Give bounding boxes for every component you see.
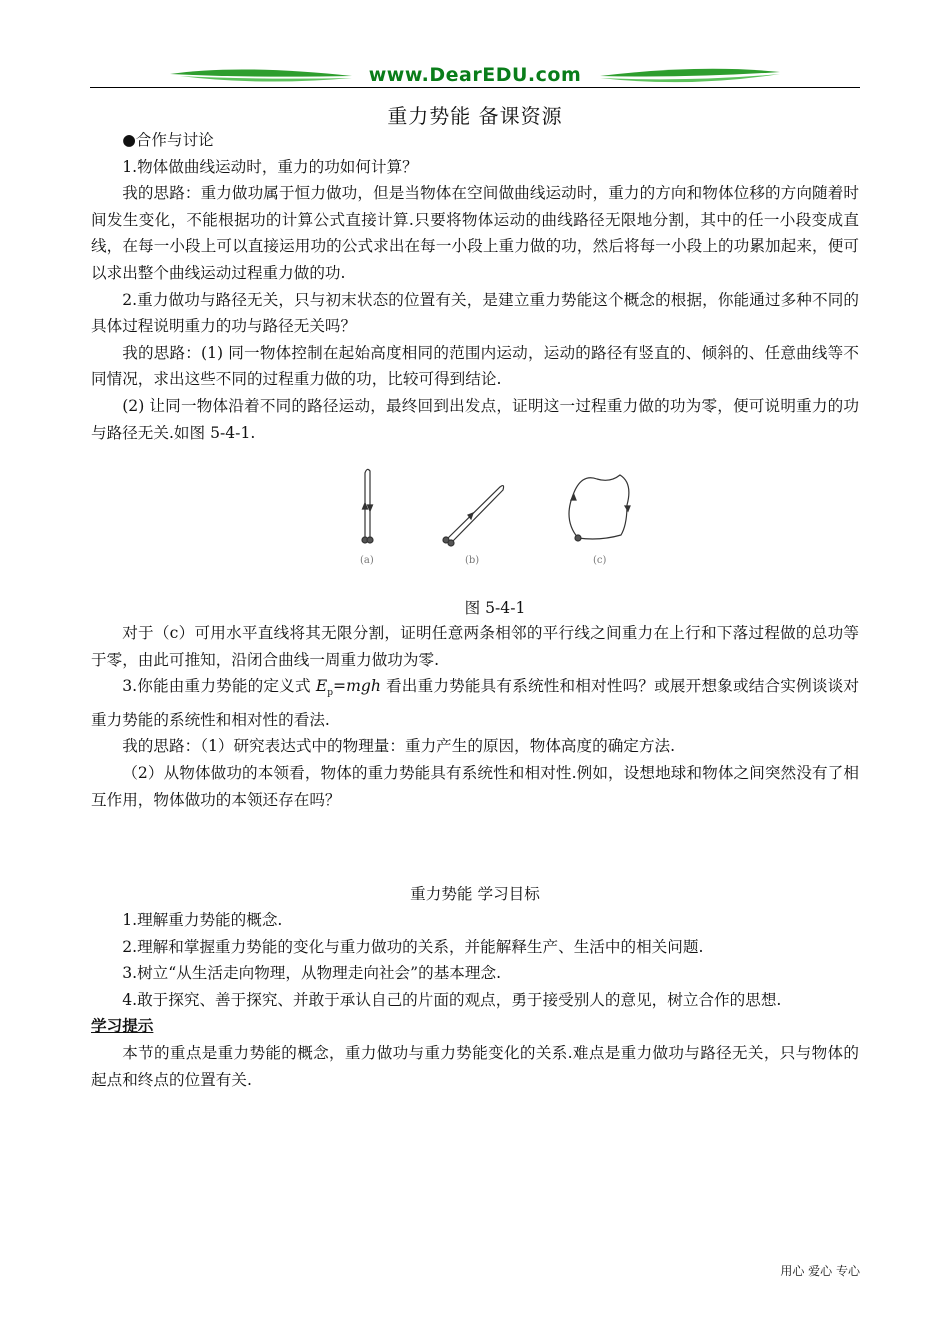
symbol-E: E [315,677,328,696]
answer-2-part3: 对于（c）可用水平直线将其无限分割，证明任意两条相邻的平行线之间重力在上行和下落过程做的总功等于零，由此可推知，沿闭合曲线一周重力做功为零. [91,624,859,669]
tip-heading: 学习提示 [91,1016,154,1036]
answer-2-part1: 我的思路：(1) 同一物体控制在起始高度相同的范围内运动，运动的路径有竖直的、倾斜的、任意曲线等不同情况，求出这些不同的过程重力做的功，比较可得到结论. [91,343,859,389]
figure-caption: 图 5-4-1 [464,599,526,617]
question-1: 1.物体做曲线运动时，重力的功如何计算？ [122,157,418,176]
tip-text: 本节的重点是重力势能的概念，重力做功与重力势能变化的关系.难点是重力做功与路径无关，只与物体的起点和终点的位置有关. [91,1043,859,1089]
answer-1: 我的思路：重力做功属于恒力做功，但是当物体在空间做曲线运动时，重力的方向和物体位移的方向随着时间发生变化，不能根据功的计算公式直接计算.只要将物体运动的曲线路径无限地分割，其中的任一小段变成直线，在每一小段上可以直接运用功的公式求出在每一小段上重力做的功，然后将每一小段上的功累加起来，便可以求出整个曲线运动过程重力做的功. [91,184,859,282]
figure-label-b: (b) [465,555,480,566]
symbol-mgh: mgh [346,677,381,696]
footer-slogan: 用心 爱心 专心 [780,1264,860,1278]
figure-path-c [569,475,630,541]
answer-3-part1: 我的思路：（1）研究表达式中的物理量：重力产生的原因，物体高度的确定方法. [122,737,676,756]
answer-2-part2: (2) 让同一物体沿着不同的路径运动，最终回到出发点，证明这一过程重力做的功为零，便可说明重力的功与路径无关.如图 5-4-1. [91,396,859,442]
symbol-subscript: p [327,688,334,699]
goal-1: 1.理解重力势能的概念. [122,911,283,929]
figure-label-a: (a) [360,555,374,566]
section2-title: 重力势能 学习目标 [410,885,540,903]
figure-path-a [362,469,373,543]
header-divider [90,87,860,88]
question-2: 2.重力做功与路径无关，只与初末状态的位置有关，是建立重力势能这个概念的根据，你能通过多种不同的具体过程说明重力的功与路径无关吗？ [91,290,859,336]
site-logo[interactable]: www.DearEDU.com [368,64,582,86]
figure-path-b [443,486,504,546]
section1-text-top [91,127,859,446]
page-title: 重力势能 备课资源 [387,104,563,128]
goal-2: 2.理解和掌握重力势能的变化与重力做功的关系，并能解释生产、生活中的相关问题. [122,937,704,956]
goal-4: 4.敢于探究、善于探究、并敢于承认自己的片面的观点，勇于接受别人的意见，树立合作的思想. [122,990,782,1009]
section2-text [91,907,859,1093]
discussion-heading: ●合作与讨论 [122,131,214,149]
answer-3-part2: （2）从物体做功的本领看，物体的重力势能具有系统性和相对性.例如，设想地球和物体之间突然没有了相互作用，物体做功的本领还存在吗？ [91,764,859,809]
section1-text-bottom [91,620,859,813]
goal-3: 3.树立“从生活走向物理，从物理走向社会”的基本理念. [122,964,502,983]
figure-label-c: (c) [593,555,607,566]
question-3: 3.你能由重力势能的定义式 $E_p=mgh$ 看出重力势能具有系统性和相对性吗？或展开想象或结合实例谈谈对重力势能的系统性和相对性的看法. [91,677,859,729]
